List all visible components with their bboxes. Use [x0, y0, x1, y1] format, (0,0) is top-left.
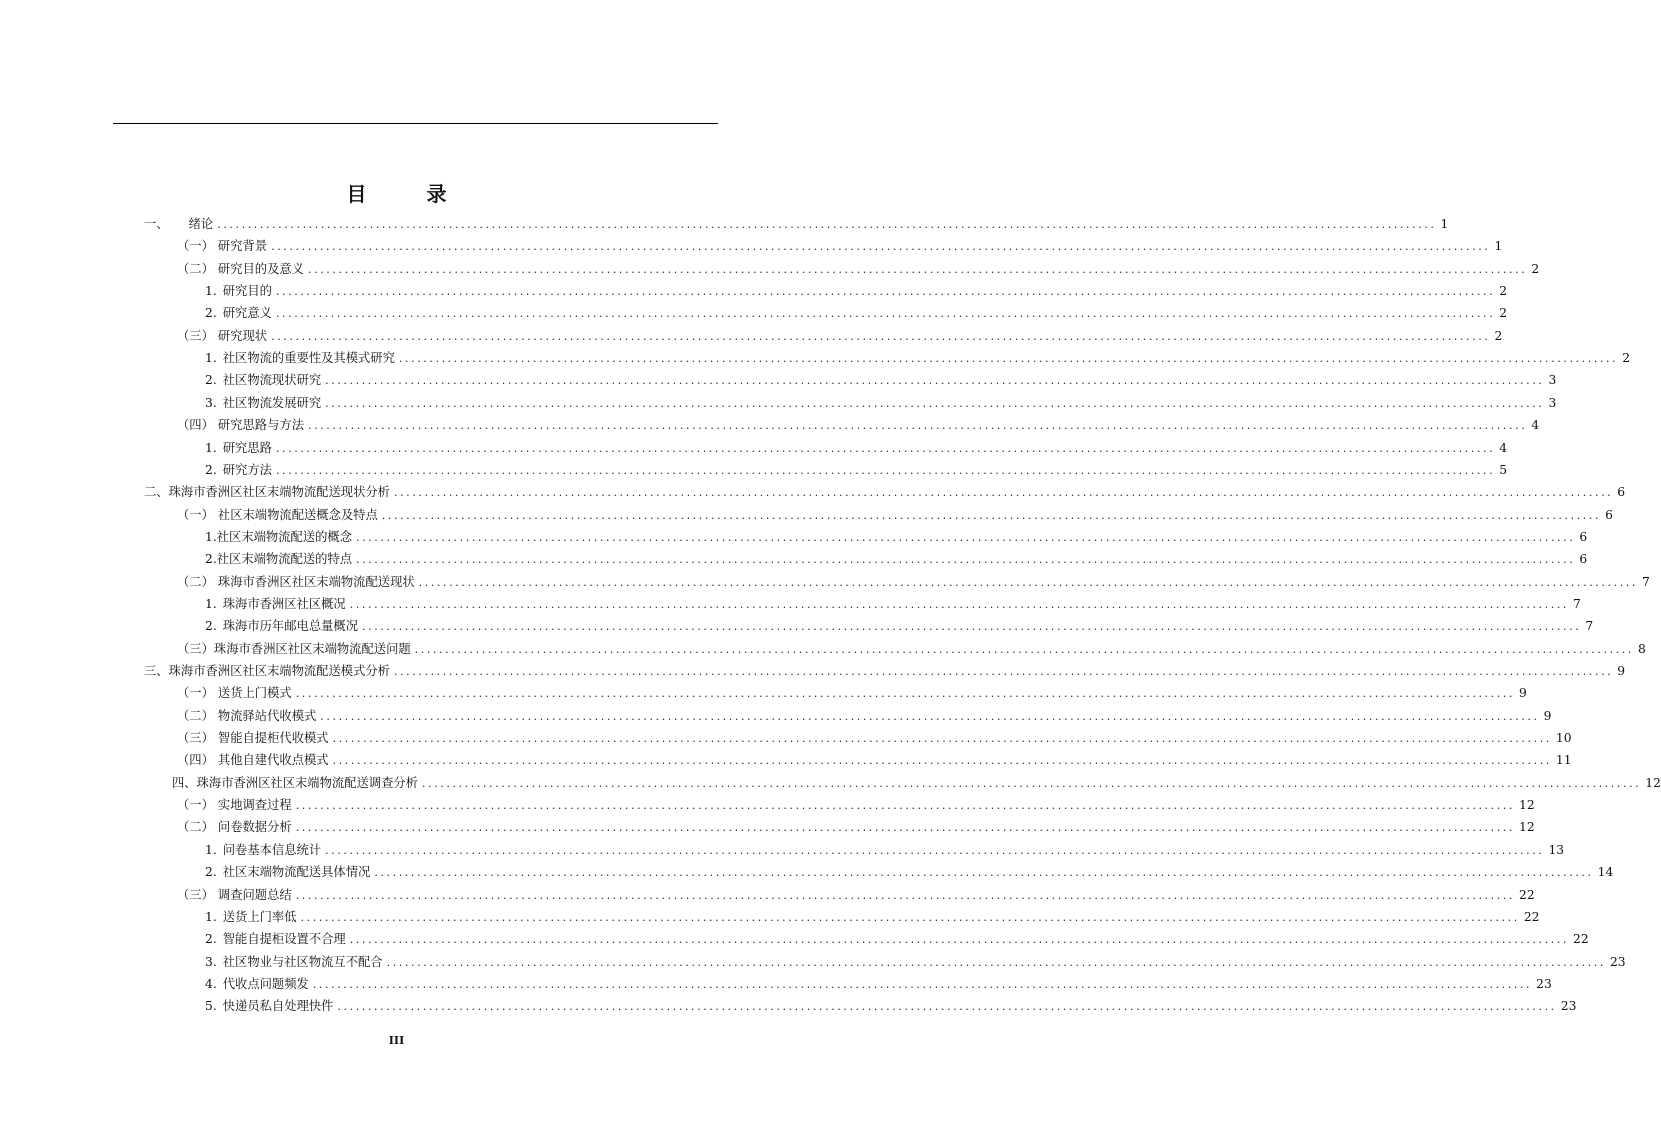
- toc-entry-number: 二、: [144, 485, 169, 500]
- toc-entry-number: （一）: [177, 507, 214, 522]
- toc-entry-title: 调查问题总结: [217, 887, 292, 902]
- toc-entry[interactable]: [177, 638, 1646, 660]
- toc-entry-number: 1.: [205, 842, 217, 857]
- toc-entry[interactable]: [205, 392, 1557, 414]
- toc-entry-number: 三、: [144, 664, 169, 678]
- toc-entry-number: （四）: [177, 418, 214, 433]
- dot-leader: ........................................................................................................................................................................................................: [271, 329, 1491, 343]
- toc-entry[interactable]: [205, 995, 1577, 1017]
- page-title: 目 录: [346, 182, 467, 206]
- dot-leader: ........................................................................................................................................................................................................: [295, 799, 1516, 813]
- toc-entry-number: 1.: [205, 596, 217, 611]
- toc-entry-title: 珠海市香洲区社区末端物流配送调查分析: [196, 775, 418, 790]
- toc-entry-number: 2.: [205, 306, 217, 321]
- toc-entry[interactable]: [205, 548, 1588, 570]
- dot-leader: ........................................................................................................................................................................................................: [398, 352, 1619, 366]
- toc-entry-page: 12: [1519, 820, 1535, 835]
- toc-entry-page: 11: [1555, 753, 1572, 768]
- toc-entry-number: 一、: [144, 217, 169, 231]
- toc-entry-page: 22: [1523, 909, 1540, 924]
- toc-entry-page: 3: [1548, 395, 1557, 410]
- toc-entry[interactable]: [144, 660, 1626, 682]
- toc-entry-page: 3: [1548, 373, 1557, 388]
- toc-entry-title: 研究方法: [222, 462, 272, 477]
- dot-leader: ........................................................................................................................................................................................................: [275, 285, 1496, 299]
- dot-leader: ........................................................................................................................................................................................................: [308, 262, 1528, 276]
- toc-entry[interactable]: [177, 325, 1503, 347]
- header-rule: [113, 123, 718, 124]
- toc-entry-title: 研究背景: [217, 239, 268, 254]
- toc-entry-number: 2.: [205, 932, 217, 947]
- dot-leader: ........................................................................................................................................................................................................: [308, 419, 1528, 433]
- dot-leader: ........................................................................................................................................................................................................: [295, 821, 1516, 835]
- toc-entry-title: 研究思路与方法: [217, 418, 304, 433]
- toc-entry-page: 1: [1494, 239, 1503, 254]
- toc-entry-title: 问卷数据分析: [217, 820, 292, 835]
- toc-entry[interactable]: [177, 571, 1650, 593]
- toc-entry-number: （一）: [177, 798, 214, 813]
- dot-leader: ........................................................................................................................................................................................................: [418, 575, 1638, 589]
- toc-entry-page: 12: [1519, 798, 1535, 813]
- toc-entry[interactable]: [177, 258, 1540, 280]
- toc-entry-title: 绪论: [188, 217, 214, 231]
- toc-entry-title: 珠海市香洲区社区末端物流配送现状分析: [168, 485, 390, 500]
- dot-leader: ........................................................................................................................................................................................................: [300, 910, 1520, 924]
- toc-entry-page: 10: [1555, 731, 1572, 746]
- toc-entry-number: 1.: [205, 284, 217, 299]
- dot-leader: ........................................................................................................................................................................................................: [386, 955, 1606, 969]
- dot-leader: ........................................................................................................................................................................................................: [374, 866, 1594, 880]
- dot-leader: ........................................................................................................................................................................................................: [320, 709, 1540, 723]
- dot-leader: ........................................................................................................................................................................................................: [217, 218, 1437, 231]
- toc-entry-title: 研究思路: [222, 440, 272, 455]
- toc-entry-page: 6: [1617, 485, 1626, 500]
- toc-entry-number: （三）: [177, 328, 214, 343]
- toc-entry-number: 3.: [205, 395, 217, 410]
- toc-entry[interactable]: [172, 772, 1661, 794]
- toc-entry-number: （一）: [177, 686, 214, 701]
- toc-entry[interactable]: [177, 414, 1540, 436]
- toc-entry-title: 社区末端物流配送的特点: [216, 552, 353, 567]
- dot-leader: ........................................................................................................................................................................................................: [349, 597, 1570, 611]
- toc-entry-number: 2.: [205, 865, 217, 880]
- toc-entry[interactable]: [177, 749, 1572, 771]
- toc-entry-title: 珠海市香洲区社区末端物流配送现状: [217, 574, 415, 589]
- toc-entry[interactable]: [177, 816, 1535, 838]
- dot-leader: ........................................................................................................................................................................................................: [421, 776, 1642, 790]
- toc-entry-number: 1.: [205, 529, 217, 544]
- toc-entry-title: 研究目的: [222, 284, 272, 299]
- toc-entry[interactable]: [205, 615, 1594, 637]
- dot-leader: ........................................................................................................................................................................................................: [325, 374, 1545, 388]
- toc-entry-page: 14: [1597, 865, 1614, 880]
- toc-entry-page: 9: [1519, 686, 1527, 701]
- toc-entry[interactable]: [205, 459, 1508, 481]
- toc-entry[interactable]: [205, 302, 1508, 324]
- toc-entry[interactable]: [205, 906, 1540, 928]
- toc-entry-page: 2: [1622, 351, 1631, 366]
- toc-entry-number: 5.: [205, 999, 217, 1014]
- toc-entry-number: 2.: [205, 619, 217, 634]
- dot-leader: ........................................................................................................................................................................................................: [271, 240, 1491, 254]
- toc-entry-number: 2.: [205, 373, 217, 388]
- dot-leader: ........................................................................................................................................................................................................: [356, 530, 1576, 544]
- toc-entry-title: 珠海市香洲区社区末端物流配送问题: [213, 641, 411, 656]
- dot-leader: ........................................................................................................................................................................................................: [381, 508, 1602, 522]
- dot-leader: ........................................................................................................................................................................................................: [349, 933, 1570, 947]
- toc-entry-page: 12: [1645, 775, 1661, 790]
- toc-entry-title: 珠海市香洲区社区末端物流配送模式分析: [168, 664, 390, 678]
- toc-entry-page: 22: [1573, 932, 1589, 947]
- dot-leader: ........................................................................................................................................................................................................: [414, 642, 1634, 656]
- toc-entry-page: 22: [1519, 887, 1535, 902]
- toc-entry-page: 13: [1548, 842, 1565, 857]
- toc-entry-title: 社区物业与社区物流互不配合: [222, 954, 383, 969]
- toc-entry-page: 4: [1499, 440, 1508, 455]
- toc-entry[interactable]: [177, 682, 1527, 704]
- toc-entry-number: （一）: [177, 239, 214, 254]
- toc-entry-page: 2: [1494, 328, 1503, 343]
- dot-leader: ........................................................................................................................................................................................................: [332, 732, 1552, 746]
- toc-entry-number: 2.: [205, 462, 217, 477]
- toc-entry-title: 研究现状: [217, 328, 268, 343]
- toc-entry-page: 7: [1642, 574, 1650, 589]
- toc-entry-title: 研究目的及意义: [217, 261, 304, 276]
- toc-entry-number: （三）: [177, 641, 214, 656]
- toc-entry[interactable]: [205, 280, 1508, 302]
- toc-entry-page: 8: [1638, 641, 1646, 656]
- dot-leader: ........................................................................................................................................................................................................: [325, 843, 1545, 857]
- toc-entry-title: 社区物流的重要性及其模式研究: [222, 351, 395, 366]
- toc-entry-title: 社区末端物流配送具体情况: [222, 865, 371, 880]
- dot-leader: ........................................................................................................................................................................................................: [332, 754, 1552, 768]
- dot-leader: ........................................................................................................................................................................................................: [356, 553, 1576, 567]
- toc-entry[interactable]: [205, 928, 1589, 950]
- toc-entry-number: 1.: [205, 351, 217, 366]
- toc-entry-title: 珠海市历年邮电总量概况: [222, 619, 359, 634]
- dot-leader: ........................................................................................................................................................................................................: [325, 396, 1545, 410]
- toc-entry-title: 社区物流现状研究: [222, 373, 322, 388]
- toc-entry-number: （二）: [177, 261, 214, 276]
- toc-entry[interactable]: [205, 369, 1557, 391]
- toc-entry-number: （四）: [177, 753, 214, 768]
- toc-entry-title: 问卷基本信息统计: [222, 842, 322, 857]
- toc-entry-page: 7: [1585, 619, 1594, 634]
- toc-entry-number: 四、: [172, 775, 197, 790]
- toc-entry-title: 快递员私自处理快件: [222, 999, 334, 1014]
- toc-entry[interactable]: [205, 973, 1552, 995]
- toc-entry-page: 9: [1543, 708, 1552, 723]
- dot-leader: ........................................................................................................................................................................................................: [312, 977, 1533, 991]
- toc-entry[interactable]: [205, 951, 1626, 973]
- page-number: III: [388, 1034, 405, 1047]
- toc-entry-page: 6: [1605, 507, 1613, 522]
- toc-entry-number: 1.: [205, 909, 217, 924]
- toc-entry-title: 物流驿站代收模式: [217, 708, 317, 723]
- toc-entry[interactable]: [177, 884, 1535, 906]
- toc-entry-page: 5: [1499, 462, 1508, 477]
- toc-entry-title: 其他自建代收点模式: [217, 753, 329, 768]
- toc-entry-title: 送货上门率低: [222, 909, 297, 924]
- toc-entry-page: 4: [1531, 418, 1540, 433]
- toc-entry-page: 7: [1573, 596, 1581, 611]
- toc-entry-page: 2: [1499, 306, 1508, 321]
- toc-entry-number: 3.: [205, 954, 217, 969]
- toc-entry[interactable]: [177, 727, 1572, 749]
- toc-entry-number: （二）: [177, 574, 214, 589]
- toc-entry[interactable]: [177, 504, 1613, 526]
- toc-entry-number: （三）: [177, 887, 214, 902]
- toc-entry-page: 9: [1617, 664, 1626, 678]
- toc-entry-number: （二）: [177, 820, 214, 835]
- toc-entry[interactable]: [144, 213, 1449, 235]
- dot-leader: ........................................................................................................................................................................................................: [393, 665, 1614, 678]
- toc-entry-title: 社区末端物流配送概念及特点: [217, 507, 378, 522]
- toc-entry-title: 珠海市香洲区社区概况: [222, 596, 346, 611]
- toc-entry[interactable]: [205, 839, 1565, 861]
- toc-entry[interactable]: [177, 794, 1535, 816]
- dot-leader: ........................................................................................................................................................................................................: [275, 463, 1496, 477]
- toc-entry[interactable]: [205, 861, 1614, 883]
- dot-leader: ........................................................................................................................................................................................................: [295, 687, 1516, 701]
- toc-entry-page: 2: [1531, 261, 1540, 276]
- dot-leader: ........................................................................................................................................................................................................: [393, 486, 1614, 500]
- toc-entry-page: 6: [1579, 552, 1588, 567]
- toc-entry-title: 社区物流发展研究: [222, 395, 322, 410]
- dot-leader: ........................................................................................................................................................................................................: [275, 441, 1496, 455]
- toc-entry[interactable]: [177, 235, 1503, 257]
- toc-entry-number: （三）: [177, 731, 214, 746]
- dot-leader: ........................................................................................................................................................................................................: [362, 620, 1582, 634]
- toc-entry-page: 23: [1609, 954, 1626, 969]
- toc-entry-page: 6: [1579, 529, 1588, 544]
- dot-leader: ........................................................................................................................................................................................................: [275, 307, 1496, 321]
- toc-entry-number: 1.: [205, 440, 217, 455]
- toc-entry-page: 23: [1536, 976, 1552, 991]
- toc-entry[interactable]: [205, 526, 1588, 548]
- toc-entry-title: 研究意义: [222, 306, 272, 321]
- toc-entry[interactable]: [177, 705, 1552, 727]
- toc-entry-number: 2.: [205, 552, 217, 567]
- dot-leader: ........................................................................................................................................................................................................: [337, 1000, 1557, 1014]
- toc-entry-page: 2: [1499, 284, 1508, 299]
- toc-entry[interactable]: [144, 481, 1626, 503]
- toc-entry-page: 1: [1440, 217, 1449, 231]
- toc-entry[interactable]: [205, 347, 1631, 369]
- toc-entry-title: 送货上门模式: [217, 686, 292, 701]
- toc-entry-title: 智能自提柜代收模式: [217, 731, 329, 746]
- toc-entry-number: 4.: [205, 976, 217, 991]
- toc-entry[interactable]: [205, 593, 1581, 615]
- toc-entry-title: 社区末端物流配送的概念: [216, 529, 353, 544]
- toc-entry-number: （二）: [177, 708, 214, 723]
- toc-entry-title: 代收点问题频发: [222, 976, 309, 991]
- toc-entry-title: 智能自提柜设置不合理: [222, 932, 346, 947]
- toc-entry[interactable]: [205, 437, 1508, 459]
- toc-entry-page: 23: [1560, 999, 1577, 1014]
- dot-leader: ........................................................................................................................................................................................................: [295, 888, 1516, 902]
- toc-entry-title: 实地调查过程: [217, 798, 292, 813]
